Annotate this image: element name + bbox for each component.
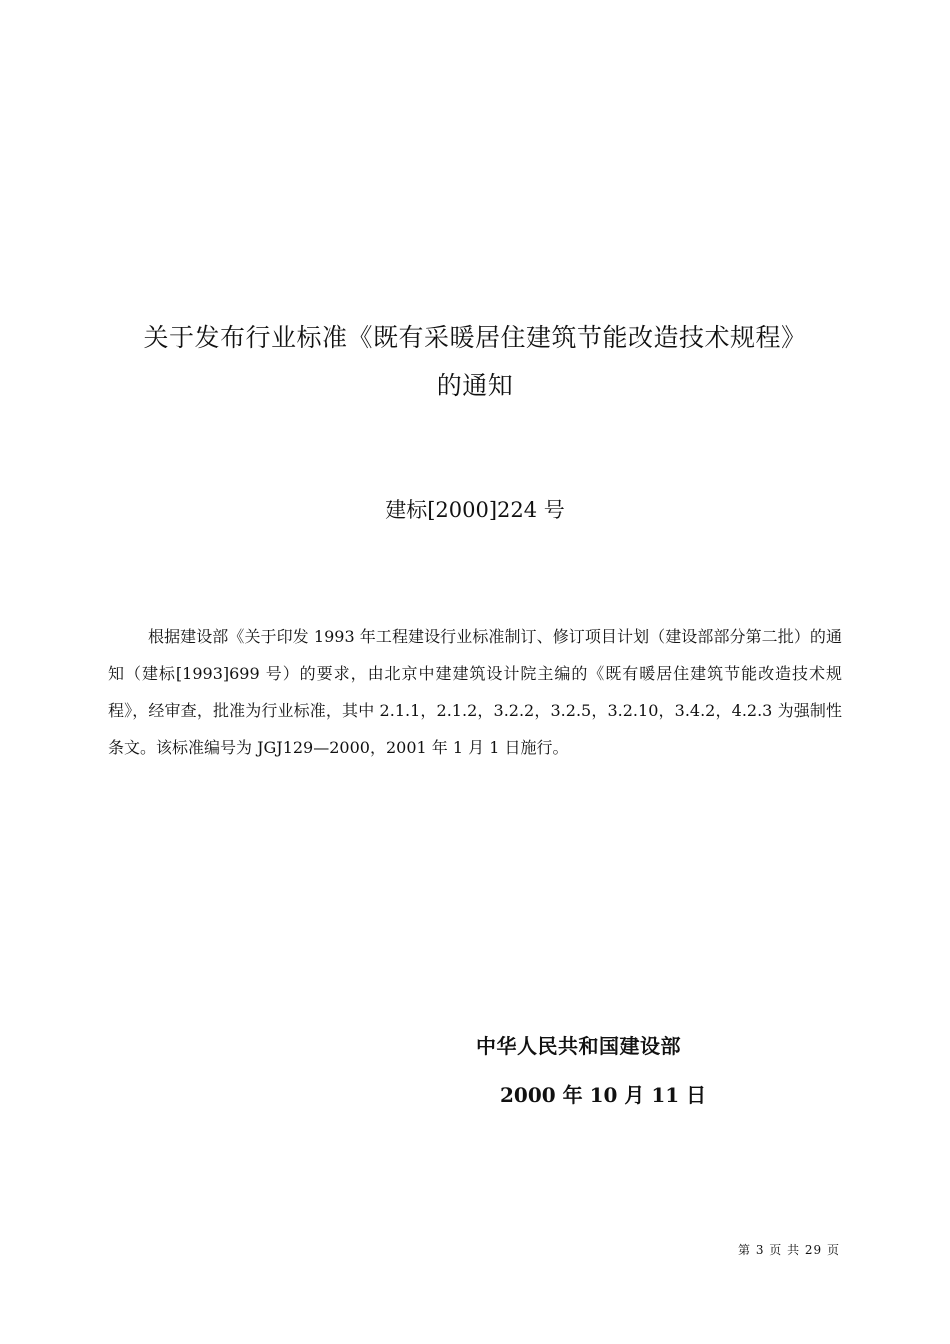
body-paragraph: 根据建设部《关于印发 1993 年工程建设行业标准制订、修订项目计划（建设部部分第二批）的通知（建标[1993]699 号）的要求，由北京中建建筑设计院主编的《既有暖居住建筑节能改造技术规程》，经审查，批准为行业标准，其中 2.1.1，2.1.2，3.2.2，3.2.5，3.2.10，3.4.2，4.2.3 为强制性条文。该标准编号为 JGJ129—2000，2001 年 1 月 1 日施行。	[108, 627, 842, 757]
document-number: 建标[2000]224 号	[385, 498, 565, 522]
document-title-line-1: 关于发布行业标准《既有采暖居住建筑节能改造技术规程》	[143, 323, 807, 352]
issue-date: 2000 年 10 月 11 日	[500, 1083, 707, 1107]
page-indicator: 第 3 页 共 29 页	[738, 1243, 840, 1257]
document-title-line-2: 的通知	[436, 371, 514, 400]
issuer-name: 中华人民共和国建设部	[476, 1034, 681, 1058]
